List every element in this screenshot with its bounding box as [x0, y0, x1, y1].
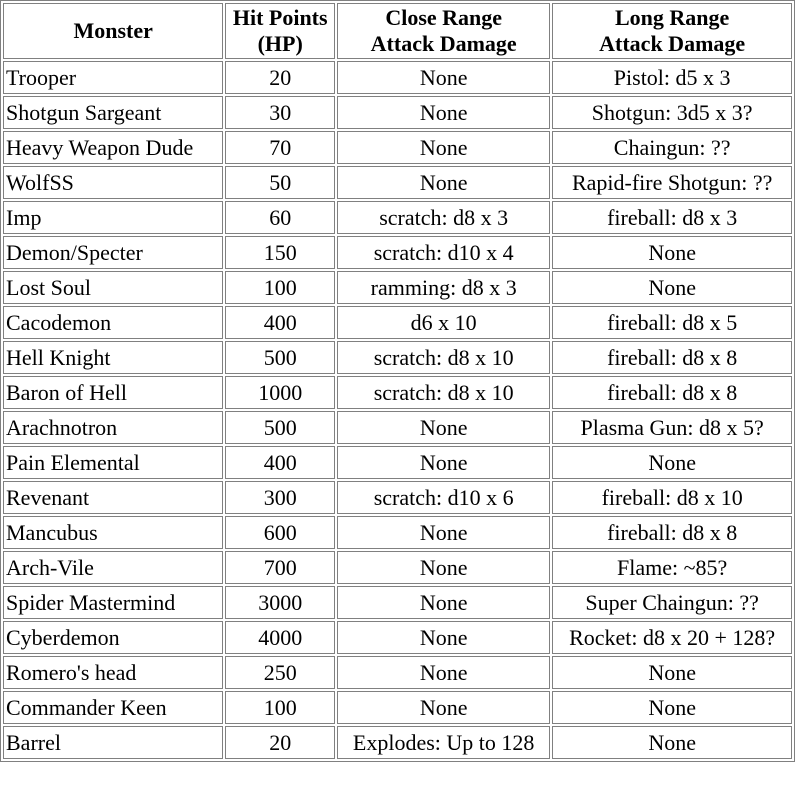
hit-points-cell: 3000: [225, 586, 335, 619]
long-range-damage-cell: fireball: d8 x 10: [552, 481, 792, 514]
monster-name-cell: Mancubus: [3, 516, 223, 549]
table-row: [3, 166, 792, 199]
close-range-damage-cell: scratch: d8 x 3: [337, 201, 550, 234]
close-range-damage-cell: Explodes: Up to 128: [337, 726, 550, 759]
header-monster-label: Monster: [73, 18, 153, 43]
header-row: [3, 3, 792, 59]
close-range-damage-cell: scratch: d10 x 4: [337, 236, 550, 269]
long-range-damage-cell: None: [552, 236, 792, 269]
monster-name-cell: Spider Mastermind: [3, 586, 223, 619]
header-long-range-line2: Attack Damage: [599, 31, 746, 56]
hit-points-cell: 50: [225, 166, 335, 199]
monster-name-cell: Pain Elemental: [3, 446, 223, 479]
long-range-damage-cell: None: [552, 446, 792, 479]
hit-points-cell: 700: [225, 551, 335, 584]
table-row: [3, 236, 792, 269]
header-long-range-line1: Long Range: [615, 5, 730, 30]
monster-name-cell: Hell Knight: [3, 341, 223, 374]
close-range-damage-cell: d6 x 10: [337, 306, 550, 339]
close-range-damage-cell: None: [337, 586, 550, 619]
close-range-damage-cell: None: [337, 551, 550, 584]
table-body: [3, 61, 792, 759]
monster-name-cell: Commander Keen: [3, 691, 223, 724]
long-range-damage-cell: Pistol: d5 x 3: [552, 61, 792, 94]
monster-name-cell: Shotgun Sargeant: [3, 96, 223, 129]
table-row: [3, 551, 792, 584]
header-hit-points-line1: Hit Points: [232, 5, 328, 30]
table-row: [3, 516, 792, 549]
monster-name-cell: WolfSS: [3, 166, 223, 199]
table-row: [3, 656, 792, 689]
hit-points-cell: 1000: [225, 376, 335, 409]
monster-name-cell: Trooper: [3, 61, 223, 94]
monster-name-cell: Cacodemon: [3, 306, 223, 339]
header-close-range-line2: Attack Damage: [370, 31, 517, 56]
long-range-damage-cell: None: [552, 271, 792, 304]
close-range-damage-cell: scratch: d8 x 10: [337, 341, 550, 374]
monster-name-cell: Heavy Weapon Dude: [3, 131, 223, 164]
monster-name-cell: Arachnotron: [3, 411, 223, 444]
hit-points-cell: 400: [225, 446, 335, 479]
monster-name-cell: Barrel: [3, 726, 223, 759]
table-row: [3, 586, 792, 619]
hit-points-cell: 250: [225, 656, 335, 689]
table-row: [3, 411, 792, 444]
table-row: [3, 306, 792, 339]
table-row: [3, 376, 792, 409]
header-hit-points: [225, 3, 335, 59]
long-range-damage-cell: fireball: d8 x 3: [552, 201, 792, 234]
table-row: [3, 446, 792, 479]
table-row: [3, 201, 792, 234]
hit-points-cell: 100: [225, 691, 335, 724]
header-long-range: [552, 3, 792, 59]
monster-name-cell: Revenant: [3, 481, 223, 514]
hit-points-cell: 70: [225, 131, 335, 164]
long-range-damage-cell: Rocket: d8 x 20 + 128?: [552, 621, 792, 654]
close-range-damage-cell: None: [337, 621, 550, 654]
long-range-damage-cell: Shotgun: 3d5 x 3?: [552, 96, 792, 129]
close-range-damage-cell: None: [337, 61, 550, 94]
hit-points-cell: 300: [225, 481, 335, 514]
hit-points-cell: 30: [225, 96, 335, 129]
close-range-damage-cell: None: [337, 516, 550, 549]
long-range-damage-cell: fireball: d8 x 5: [552, 306, 792, 339]
table-row: [3, 481, 792, 514]
header-close-range-line1: Close Range: [385, 5, 503, 30]
long-range-damage-cell: Flame: ~85?: [552, 551, 792, 584]
hit-points-cell: 500: [225, 341, 335, 374]
hit-points-cell: 500: [225, 411, 335, 444]
table-row: [3, 61, 792, 94]
hit-points-cell: 20: [225, 61, 335, 94]
close-range-damage-cell: None: [337, 446, 550, 479]
long-range-damage-cell: None: [552, 656, 792, 689]
close-range-damage-cell: scratch: d10 x 6: [337, 481, 550, 514]
monster-name-cell: Imp: [3, 201, 223, 234]
table-row: [3, 691, 792, 724]
header-monster: [3, 3, 223, 59]
monster-name-cell: Arch-Vile: [3, 551, 223, 584]
hit-points-cell: 400: [225, 306, 335, 339]
table-row: [3, 131, 792, 164]
table-row: [3, 726, 792, 759]
close-range-damage-cell: None: [337, 656, 550, 689]
monster-name-cell: Baron of Hell: [3, 376, 223, 409]
hit-points-cell: 60: [225, 201, 335, 234]
long-range-damage-cell: Plasma Gun: d8 x 5?: [552, 411, 792, 444]
hit-points-cell: 4000: [225, 621, 335, 654]
monster-name-cell: Cyberdemon: [3, 621, 223, 654]
long-range-damage-cell: fireball: d8 x 8: [552, 376, 792, 409]
close-range-damage-cell: None: [337, 166, 550, 199]
header-hit-points-line2: (HP): [257, 31, 303, 56]
close-range-damage-cell: scratch: d8 x 10: [337, 376, 550, 409]
close-range-damage-cell: None: [337, 96, 550, 129]
table-row: [3, 96, 792, 129]
close-range-damage-cell: None: [337, 411, 550, 444]
hit-points-cell: 600: [225, 516, 335, 549]
long-range-damage-cell: None: [552, 726, 792, 759]
monster-name-cell: Romero's head: [3, 656, 223, 689]
header-close-range: [337, 3, 550, 59]
table-row: [3, 621, 792, 654]
table-row: [3, 341, 792, 374]
close-range-damage-cell: None: [337, 131, 550, 164]
long-range-damage-cell: None: [552, 691, 792, 724]
close-range-damage-cell: None: [337, 691, 550, 724]
long-range-damage-cell: fireball: d8 x 8: [552, 516, 792, 549]
long-range-damage-cell: fireball: d8 x 8: [552, 341, 792, 374]
long-range-damage-cell: Rapid-fire Shotgun: ??: [552, 166, 792, 199]
hit-points-cell: 20: [225, 726, 335, 759]
table-row: [3, 271, 792, 304]
hit-points-cell: 150: [225, 236, 335, 269]
long-range-damage-cell: Super Chaingun: ??: [552, 586, 792, 619]
close-range-damage-cell: ramming: d8 x 3: [337, 271, 550, 304]
monster-name-cell: Lost Soul: [3, 271, 223, 304]
hit-points-cell: 100: [225, 271, 335, 304]
long-range-damage-cell: Chaingun: ??: [552, 131, 792, 164]
monster-name-cell: Demon/Specter: [3, 236, 223, 269]
